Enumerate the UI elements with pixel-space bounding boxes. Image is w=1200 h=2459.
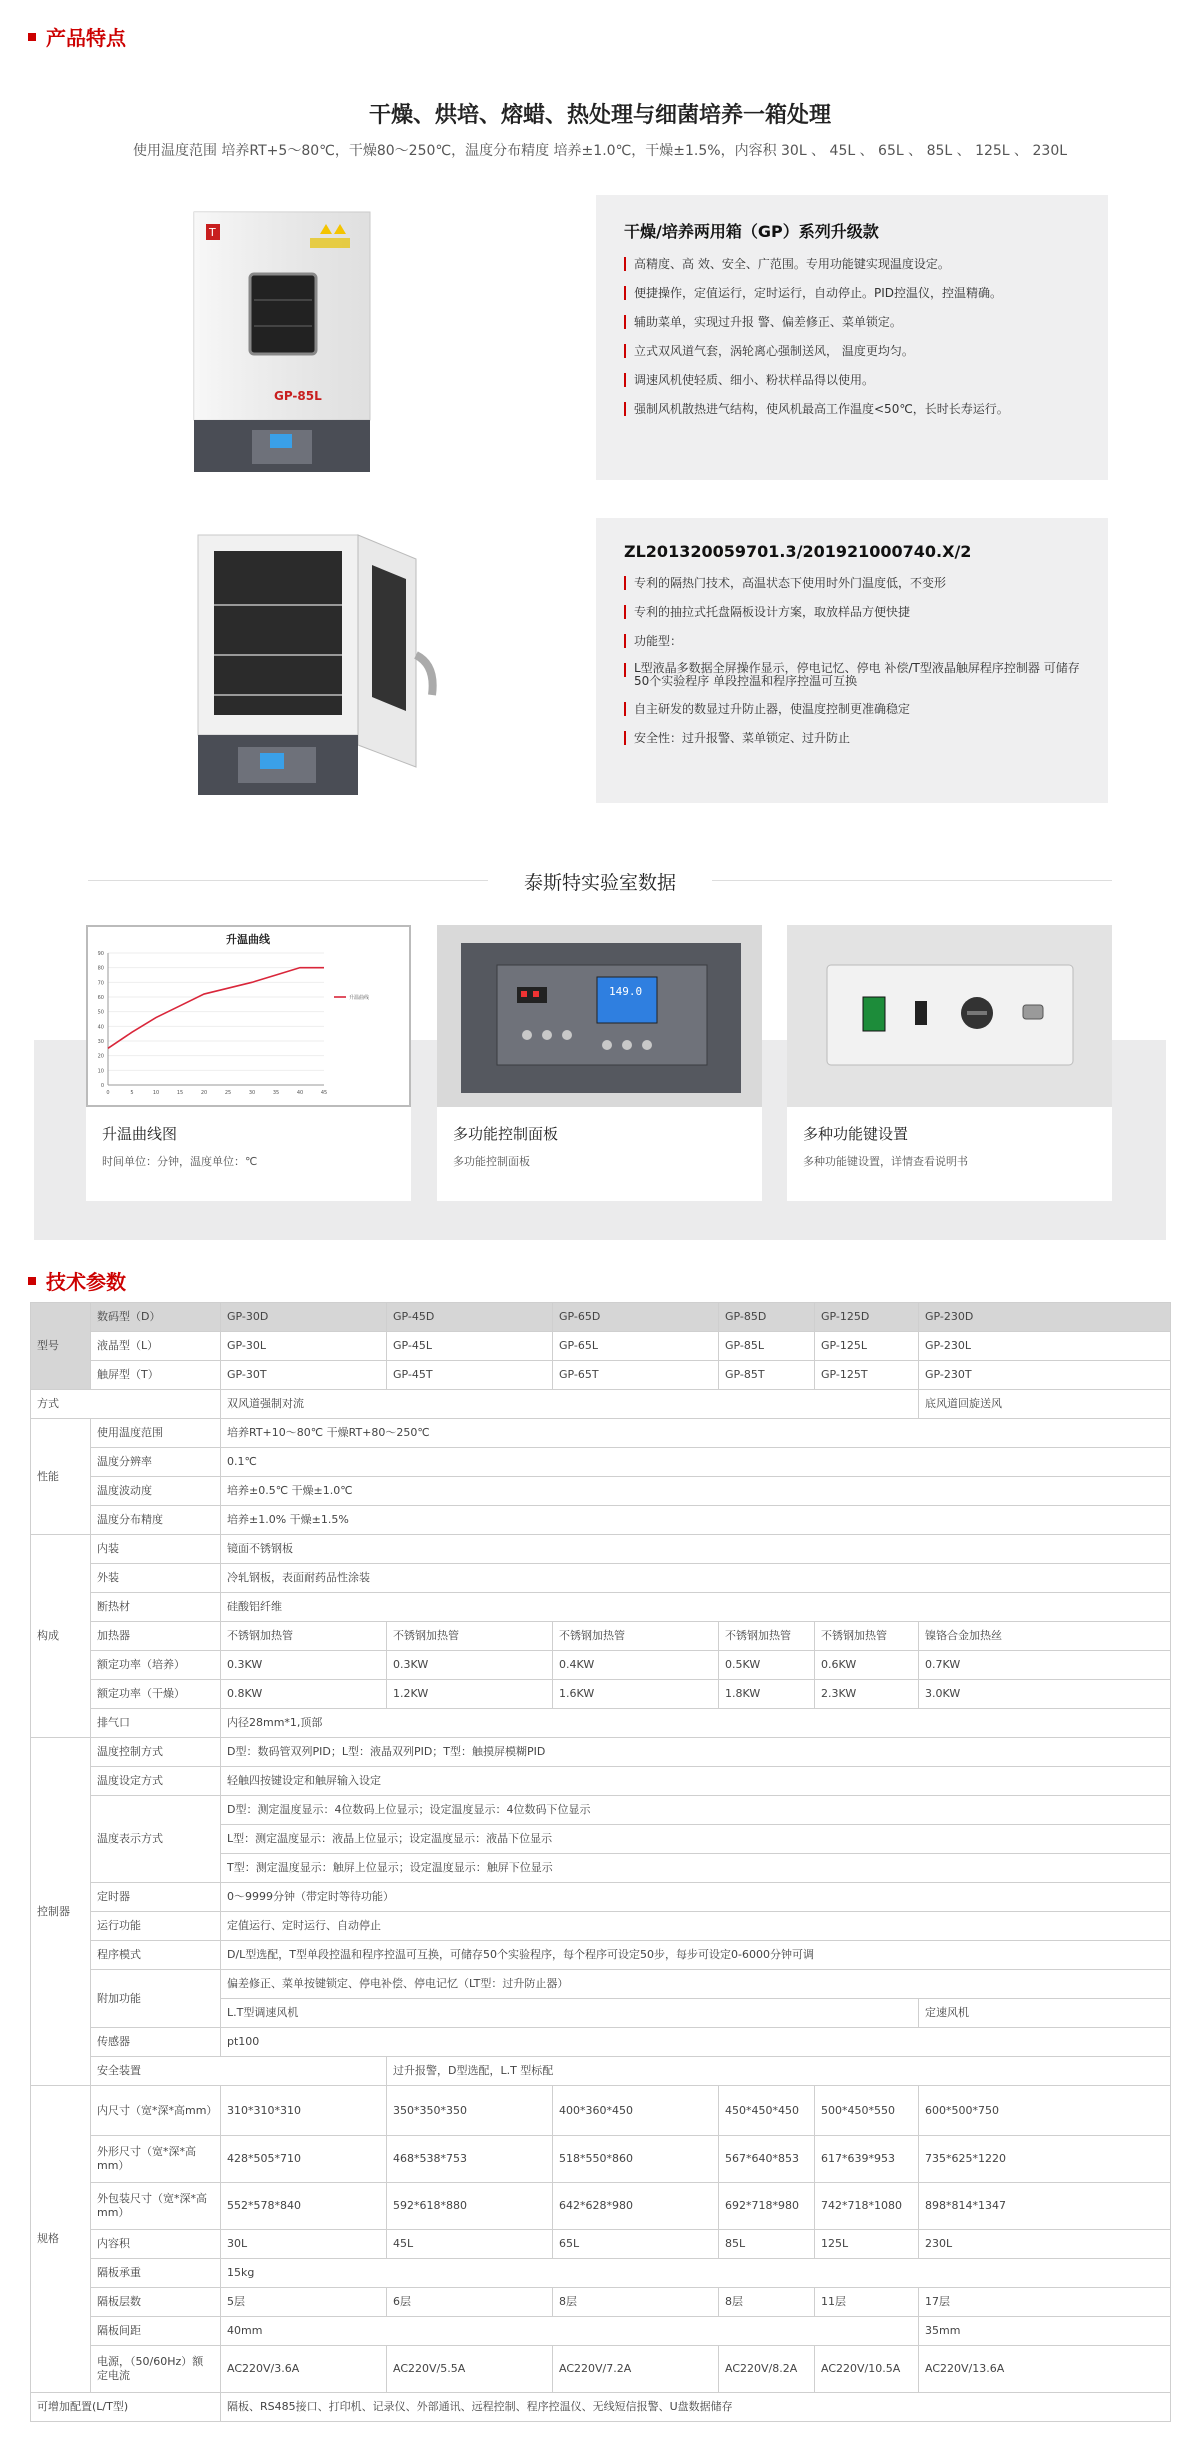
row-label: 触屏型（T） xyxy=(91,1361,221,1390)
cell: GP-65T xyxy=(553,1361,719,1390)
cell: T型：测定温度显示：触屏上位显示；设定温度显示：触屏下位显示 xyxy=(221,1854,1171,1883)
section-title: 技术参数 xyxy=(46,1270,126,1294)
list-item: 强制风机散热进气结构，使风机最高工作温度<50℃，长时长寿运行。 xyxy=(624,401,1080,417)
y-tick-label: 70 xyxy=(97,980,104,987)
table-row xyxy=(31,1593,1171,1622)
cell: 45L xyxy=(387,2230,553,2259)
table-row xyxy=(31,1767,1171,1796)
cell: 600*500*750 xyxy=(919,2086,1171,2136)
cell: 不锈钢加热管 xyxy=(553,1622,719,1651)
cell: 0.4KW xyxy=(553,1651,719,1680)
table-row xyxy=(31,1738,1171,1767)
x-tick-label: 35 xyxy=(272,1090,280,1096)
cell: 400*360*450 xyxy=(553,2086,719,2136)
cell: GP-125T xyxy=(815,1361,919,1390)
cell: 1.6KW xyxy=(553,1680,719,1709)
section-header-specs xyxy=(28,1266,126,1295)
row-label: 使用温度范围 xyxy=(91,1419,221,1448)
list-item: 专利的隔热门技术，高温状态下使用时外门温度低，不变形 xyxy=(624,575,1080,591)
y-tick-label: 10 xyxy=(97,1068,104,1075)
table-row xyxy=(31,1651,1171,1680)
cell: AC220V/3.6A xyxy=(221,2346,387,2393)
row-label: 外形尺寸（宽*深*高mm） xyxy=(91,2136,221,2183)
cell: GP-65L xyxy=(553,1332,719,1361)
lab-title: 泰斯特实验室数据 xyxy=(523,872,676,894)
x-tick-label: 0 xyxy=(106,1090,110,1096)
row-label: 内容积 xyxy=(91,2230,221,2259)
table-row xyxy=(31,1941,1171,1970)
row-label: 加热器 xyxy=(91,1622,221,1651)
cell: 1.2KW xyxy=(387,1680,553,1709)
group-label: 控制器 xyxy=(31,1738,91,2086)
model-label: GP-85L xyxy=(274,389,322,403)
card-heating-curve xyxy=(86,925,411,1201)
panel-display-value: 149.0 xyxy=(609,985,643,998)
row-label: 温度波动度 xyxy=(91,1477,221,1506)
section-title: 产品特点 xyxy=(46,26,126,50)
row-label: 内尺寸（宽*深*高mm） xyxy=(91,2086,221,2136)
table-row xyxy=(31,2317,1171,2346)
group-label: 方式 xyxy=(31,1390,221,1419)
chart-title: 升温曲线 xyxy=(226,933,270,946)
cell: 培养±0.5℃ 干燥±1.0℃ xyxy=(221,1477,1171,1506)
cell: AC220V/8.2A xyxy=(719,2346,815,2393)
cell: 15kg xyxy=(221,2259,1171,2288)
cell: 不锈钢加热管 xyxy=(719,1622,815,1651)
cell: 17层 xyxy=(919,2288,1171,2317)
table-row xyxy=(31,1361,1171,1390)
spec-table xyxy=(30,1302,1171,2422)
function-keys-image xyxy=(787,925,1112,1107)
y-tick-label: 90 xyxy=(97,951,104,957)
cell: 230L xyxy=(919,2230,1171,2259)
cell: 742*718*1080 xyxy=(815,2183,919,2230)
feature-list xyxy=(624,256,1080,417)
table-row xyxy=(31,1680,1171,1709)
cell: 592*618*880 xyxy=(387,2183,553,2230)
cell: 692*718*980 xyxy=(719,2183,815,2230)
cell: 85L xyxy=(719,2230,815,2259)
table-row xyxy=(31,2259,1171,2288)
cell: 8层 xyxy=(553,2288,719,2317)
cell: AC220V/5.5A xyxy=(387,2346,553,2393)
table-row xyxy=(31,1303,1171,1332)
table-row xyxy=(31,2230,1171,2259)
cell: L型：测定温度显示：液晶上位显示；设定温度显示：液晶下位显示 xyxy=(221,1825,1171,1854)
table-row xyxy=(31,1390,1171,1419)
cell: 镍铬合金加热丝 xyxy=(919,1622,1171,1651)
y-tick-label: 30 xyxy=(97,1039,104,1045)
bullet-square-icon xyxy=(28,1277,36,1285)
feature-box-1 xyxy=(596,195,1108,480)
row-label: 内装 xyxy=(91,1535,221,1564)
cell: 3.0KW xyxy=(919,1680,1171,1709)
table-row xyxy=(31,1622,1171,1651)
cell: AC220V/13.6A xyxy=(919,2346,1171,2393)
cell: AC220V/7.2A xyxy=(553,2346,719,2393)
list-item: 功能型： xyxy=(624,633,1080,649)
y-tick-label: 50 xyxy=(97,1009,104,1016)
table-row xyxy=(31,2346,1171,2393)
row-label: 电源，（50/60Hz）额定电流 xyxy=(91,2346,221,2393)
feature-list xyxy=(624,575,1080,746)
cell: 内径28mm*1,顶部 xyxy=(221,1709,1171,1738)
card-subcaption: 多种功能键设置，详情查看说明书 xyxy=(803,1155,968,1168)
cell: 偏差修正、菜单按键锁定、停电补偿、停电记忆（LT型：过升防止器） xyxy=(221,1970,1171,1999)
cell: 35mm xyxy=(919,2317,1171,2346)
cell: 617*639*953 xyxy=(815,2136,919,2183)
cell: 6层 xyxy=(387,2288,553,2317)
cell: 1.8KW xyxy=(719,1680,815,1709)
cell: 567*640*853 xyxy=(719,2136,815,2183)
table-row xyxy=(31,1912,1171,1941)
cell: AC220V/10.5A xyxy=(815,2346,919,2393)
x-tick-label: 30 xyxy=(248,1090,256,1096)
cell: 468*538*753 xyxy=(387,2136,553,2183)
cell: 培养±1.0% 干燥±1.5% xyxy=(221,1506,1171,1535)
cell: 定速风机 xyxy=(919,1999,1171,2028)
heating-curve-chart xyxy=(86,925,411,1107)
y-tick-label: 0 xyxy=(100,1083,104,1089)
cell: D/L型选配，T型单段控温和程序控温可互换，可储存50个实验程序，每个程序可设定50步，每步可设定0-6000分钟可调 xyxy=(221,1941,1171,1970)
list-item: 调速风机使轻质、细小、粉状样品得以使用。 xyxy=(624,372,1080,388)
row-label: 隔板承重 xyxy=(91,2259,221,2288)
cell: GP-125D xyxy=(815,1303,919,1332)
feature-box-title: ZL201320059701.3/201921000740.X/2 xyxy=(624,542,972,561)
cell: 0.7KW xyxy=(919,1651,1171,1680)
cell: L.T型调速风机 xyxy=(221,1999,919,2028)
cell: GP-125L xyxy=(815,1332,919,1361)
list-item: L型液晶多数据全屏操作显示，停电记忆、停电 补偿/T型液晶触屏程序控制器 可储存50个实验程序 单段控温和程序控温可互换 xyxy=(624,662,1080,688)
row-label: 定时器 xyxy=(91,1883,221,1912)
cell: 125L xyxy=(815,2230,919,2259)
x-tick-label: 25 xyxy=(224,1090,232,1096)
cell: 65L xyxy=(553,2230,719,2259)
feature-box-title: 干燥/培养两用箱（GP）系列升级款 xyxy=(624,222,879,241)
cell: GP-45L xyxy=(387,1332,553,1361)
cell: 898*814*1347 xyxy=(919,2183,1171,2230)
row-label: 隔板间距 xyxy=(91,2317,221,2346)
cell: 0.1℃ xyxy=(221,1448,1171,1477)
y-tick-label: 20 xyxy=(97,1053,104,1060)
cell: GP-85L xyxy=(719,1332,815,1361)
card-function-keys xyxy=(787,925,1112,1201)
bullet-square-icon xyxy=(28,33,36,41)
card-caption: 升温曲线图 xyxy=(102,1125,178,1143)
cell: 不锈钢加热管 xyxy=(387,1622,553,1651)
oven-image-closed xyxy=(150,200,440,480)
table-row xyxy=(31,1970,1171,1999)
card-caption: 多种功能键设置 xyxy=(803,1125,909,1143)
group-label: 型号 xyxy=(31,1303,91,1390)
cell: 0.3KW xyxy=(387,1651,553,1680)
y-tick-label: 60 xyxy=(97,995,104,1001)
card-subcaption: 多功能控制面板 xyxy=(453,1155,530,1168)
list-item: 自主研发的数显过升防止器，使温度控制更准确稳定 xyxy=(624,701,1080,717)
row-label: 温度控制方式 xyxy=(91,1738,221,1767)
table-row xyxy=(31,2136,1171,2183)
y-tick-label: 80 xyxy=(97,965,104,972)
row-label: 断热材 xyxy=(91,1593,221,1622)
cell: 定值运行、定时运行、自动停止 xyxy=(221,1912,1171,1941)
row-label: 运行功能 xyxy=(91,1912,221,1941)
cell: D型：数码管双列PID；L型：液晶双列PID；T型：触摸屏模糊PID xyxy=(221,1738,1171,1767)
cell: GP-45D xyxy=(387,1303,553,1332)
table-row xyxy=(31,2288,1171,2317)
cell: 0.3KW xyxy=(221,1651,387,1680)
row-label: 附加功能 xyxy=(91,1970,221,2028)
cell: 310*310*310 xyxy=(221,2086,387,2136)
table-row xyxy=(31,2028,1171,2057)
row-label: 温度分辨率 xyxy=(91,1448,221,1477)
cell: 0～9999分钟（带定时等待功能） xyxy=(221,1883,1171,1912)
cell: 350*350*350 xyxy=(387,2086,553,2136)
table-row xyxy=(31,1535,1171,1564)
row-label: 隔板层数 xyxy=(91,2288,221,2317)
cell: GP-30D xyxy=(221,1303,387,1332)
table-row xyxy=(31,2086,1171,2136)
x-tick-label: 10 xyxy=(152,1090,160,1096)
group-label: 安全装置 xyxy=(91,2057,387,2086)
list-item: 立式双风道气套，涡轮离心强制送风， 温度更均匀。 xyxy=(624,343,1080,359)
row-label: 温度设定方式 xyxy=(91,1767,221,1796)
cell: 0.5KW xyxy=(719,1651,815,1680)
row-label: 额定功率（干燥） xyxy=(91,1680,221,1709)
oven-image-open xyxy=(150,525,440,805)
row-label: 外装 xyxy=(91,1564,221,1593)
row-label: 温度分布精度 xyxy=(91,1506,221,1535)
cell: pt100 xyxy=(221,2028,1171,2057)
feature-box-2 xyxy=(596,518,1108,803)
legend-label: 升温曲线 xyxy=(349,995,370,1001)
card-subcaption: 时间单位：分钟，温度单位：℃ xyxy=(102,1155,258,1168)
group-label: 可增加配置(L/T型) xyxy=(31,2393,221,2422)
table-row xyxy=(31,2183,1171,2230)
table-row xyxy=(31,2057,1171,2086)
list-item: 专利的抽拉式托盘隔板设计方案，取放样品方便快捷 xyxy=(624,604,1080,620)
cell: 双风道强制对流 xyxy=(221,1390,919,1419)
x-tick-label: 45 xyxy=(320,1090,328,1096)
svg-text:T: T xyxy=(209,226,216,239)
cell: 过升报警，D型选配，L.T 型标配 xyxy=(387,2057,1171,2086)
cell: 轻触四按键设定和触屏输入设定 xyxy=(221,1767,1171,1796)
page-subline: 使用温度范围 培养RT+5～80℃，干燥80～250℃，温度分布精度 培养±1.0℃，干燥±1.5%，内容积 30L 、 45L 、 65L 、 85L 、 125L 、 230L xyxy=(132,143,1068,159)
list-item: 辅助菜单，实现过升报 警、偏差修正、菜单锁定。 xyxy=(624,314,1080,330)
cell: 不锈钢加热管 xyxy=(221,1622,387,1651)
row-label: 程序模式 xyxy=(91,1941,221,1970)
cell: 11层 xyxy=(815,2288,919,2317)
cell: 552*578*840 xyxy=(221,2183,387,2230)
cell: GP-230L xyxy=(919,1332,1171,1361)
row-label: 排气口 xyxy=(91,1709,221,1738)
row-label: 数码型（D） xyxy=(91,1303,221,1332)
cell: 735*625*1220 xyxy=(919,2136,1171,2183)
cell: 30L xyxy=(221,2230,387,2259)
card-control-panel xyxy=(437,925,762,1201)
cell: 2.3KW xyxy=(815,1680,919,1709)
table-row xyxy=(31,1419,1171,1448)
cell: D型：测定温度显示：4位数码上位显示；设定温度显示：4位数码下位显示 xyxy=(221,1796,1171,1825)
cell: 8层 xyxy=(719,2288,815,2317)
cell: GP-65D xyxy=(553,1303,719,1332)
control-panel-image xyxy=(437,925,762,1107)
cell: GP-230D xyxy=(919,1303,1171,1332)
table-row xyxy=(31,1477,1171,1506)
cell: 0.6KW xyxy=(815,1651,919,1680)
table-row xyxy=(31,1709,1171,1738)
section-header-features xyxy=(28,22,126,51)
x-tick-label: 15 xyxy=(176,1090,184,1096)
cell: GP-30L xyxy=(221,1332,387,1361)
cell: 培养RT+10～80℃ 干燥RT+80～250℃ xyxy=(221,1419,1171,1448)
cell: 底风道回旋送风 xyxy=(919,1390,1171,1419)
cell: 隔板、RS485接口、打印机、记录仪、外部通讯、远程控制、程序控温仪、无线短信报警、U盘数据储存 xyxy=(221,2393,1171,2422)
row-label: 温度表示方式 xyxy=(91,1796,221,1883)
list-item: 安全性：过升报警、菜单锁定、过升防止 xyxy=(624,730,1080,746)
x-tick-label: 40 xyxy=(296,1090,304,1096)
cell: 5层 xyxy=(221,2288,387,2317)
cell: GP-85D xyxy=(719,1303,815,1332)
cell: GP-45T xyxy=(387,1361,553,1390)
row-label: 液晶型（L） xyxy=(91,1332,221,1361)
table-row xyxy=(31,1332,1171,1361)
page-headline: 干燥、烘培、熔蜡、热处理与细菌培养一箱处理 xyxy=(368,103,831,128)
cell: GP-85T xyxy=(719,1361,815,1390)
group-label: 性能 xyxy=(31,1419,91,1535)
x-tick-label: 20 xyxy=(200,1090,208,1096)
row-label: 额定功率（培养） xyxy=(91,1651,221,1680)
cell: 518*550*860 xyxy=(553,2136,719,2183)
table-row xyxy=(31,1796,1171,1825)
list-item: 便捷操作，定值运行，定时运行，自动停止。PID控温仪，控温精确。 xyxy=(624,285,1080,301)
cell: 冷轧钢板，表面耐药品性涂装 xyxy=(221,1564,1171,1593)
row-label: 传感器 xyxy=(91,2028,221,2057)
cell: 镜面不锈钢板 xyxy=(221,1535,1171,1564)
group-label: 构成 xyxy=(31,1535,91,1738)
table-row xyxy=(31,1506,1171,1535)
cell: 642*628*980 xyxy=(553,2183,719,2230)
group-label: 规格 xyxy=(31,2086,91,2393)
table-row xyxy=(31,1448,1171,1477)
cell: GP-30T xyxy=(221,1361,387,1390)
cell: 不锈钢加热管 xyxy=(815,1622,919,1651)
cell: 40mm xyxy=(221,2317,919,2346)
y-tick-label: 40 xyxy=(97,1024,104,1031)
cell: 0.8KW xyxy=(221,1680,387,1709)
table-row xyxy=(31,2393,1171,2422)
cell: 428*505*710 xyxy=(221,2136,387,2183)
table-row xyxy=(31,1564,1171,1593)
list-item: 高精度、高 效、安全、广范围。专用功能键实现温度设定。 xyxy=(624,256,1080,272)
cell: GP-230T xyxy=(919,1361,1171,1390)
x-tick-label: 5 xyxy=(130,1090,134,1096)
cell: 450*450*450 xyxy=(719,2086,815,2136)
card-caption: 多功能控制面板 xyxy=(453,1125,559,1143)
cell: 硅酸铝纤维 xyxy=(221,1593,1171,1622)
cell: 500*450*550 xyxy=(815,2086,919,2136)
table-row xyxy=(31,1883,1171,1912)
row-label: 外包装尺寸（宽*深*高mm） xyxy=(91,2183,221,2230)
